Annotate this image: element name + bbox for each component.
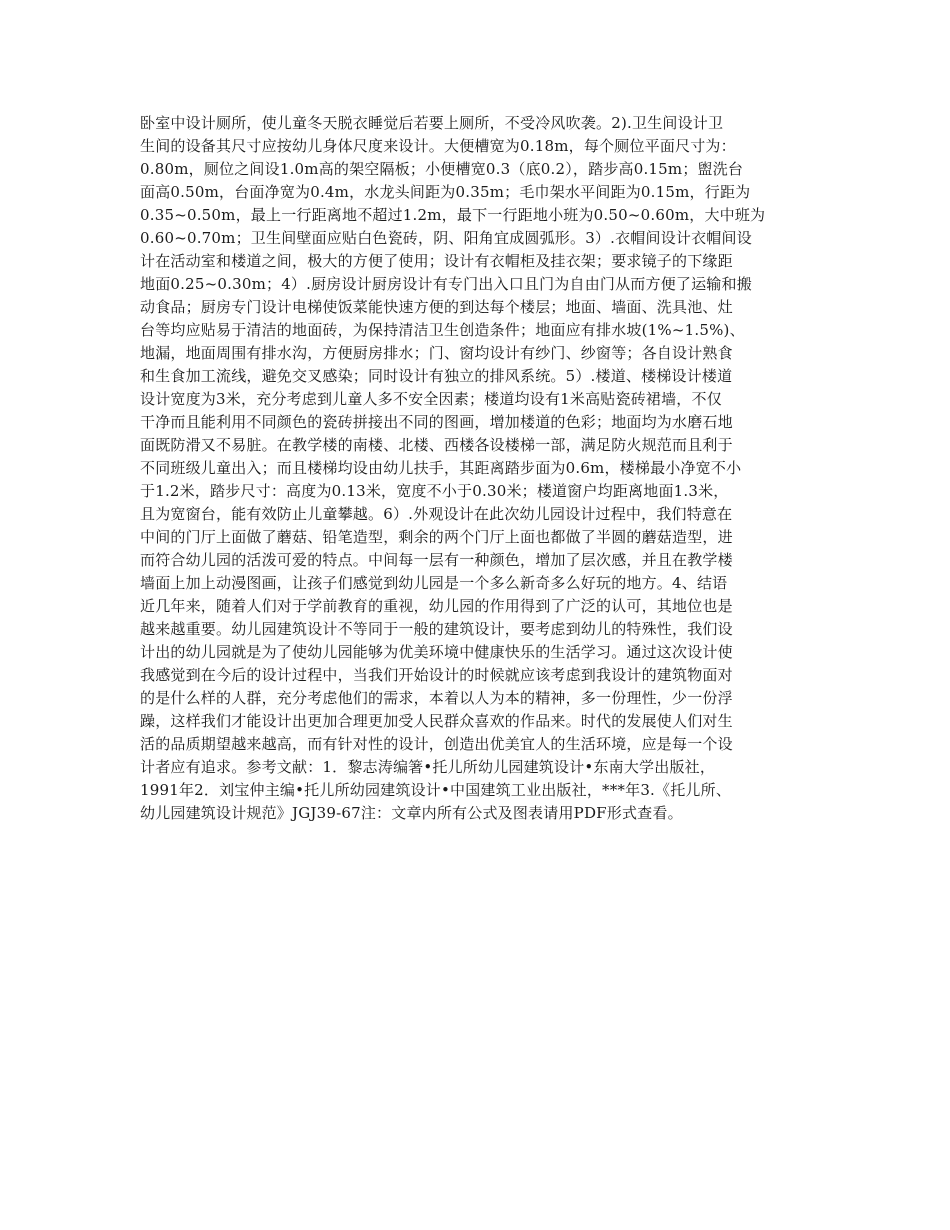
text-line: 幼儿园建筑设计规范》JGJ39-67注：文章内所有公式及图表请用PDF形式查看。 [140,804,683,822]
text-line: 卧室中设计厕所，使儿童冬天脱衣睡觉后若要上厕所，不受冷风吹袭。2).卫生间设计卫 [140,114,724,132]
text-line: 中间的门厅上面做了蘑菇、铅笔造型，剩余的两个门厅上面也都做了半圆的蘑菇造型，进 [140,528,733,546]
text-line: 近几年来，随着人们对于学前教育的重视，幼儿园的作用得到了广泛的认可，其地位也是 [140,597,733,615]
text-line: 面既防滑又不易脏。在教学楼的南楼、北楼、西楼各设楼梯一部，满足防火规范而且利于 [140,436,733,454]
text-line: 地漏，地面周围有排水沟，方便厨房排水；门、窗均设计有纱门、纱窗等；各自设计熟食 [140,344,733,362]
text-line: 设计宽度为3米，充分考虑到儿童人多不安全因素；楼道均设有1米高贴瓷砖裙墙，不仅 [140,390,722,408]
text-line: 我感觉到在今后的设计过程中，当我们开始设计的时候就应该考虑到我设计的建筑物面对 [140,666,733,684]
text-line: 不同班级儿童出入；而且楼梯均设由幼儿扶手，其距离踏步面为0.6m，楼梯最小净宽不小 [140,459,742,477]
text-line: 越来越重要。幼儿园建筑设计不等同于一般的建筑设计，要考虑到幼儿的特殊性，我们设 [140,620,733,638]
text-line: 1991年2．刘宝仲主编•托儿所幼园建筑设计•中国建筑工业出版社，***年3.《托儿所、 [140,781,732,799]
text-line: 而符合幼儿园的活泼可爱的特点。中间每一层有一种颜色，增加了层次感，并且在教学楼 [140,551,733,569]
text-line: 计者应有追求。参考文献：1．黎志涛编箸•托儿所幼儿园建筑设计•东南大学出版社， [140,758,716,776]
text-line: 和生食加工流线，避免交叉感染；同时设计有独立的排风系统。5）.楼道、楼梯设计楼道 [140,367,733,385]
text-line: 生间的设备其尺寸应按幼儿身体尺度来设计。大便槽宽为0.18m，每个厕位平面尺寸为： [140,137,736,155]
text-line: 0.35~0.50m，最上一行距离地不超过1.2m，最下一行距地小班为0.50~0.60m，大中班为 [140,206,766,224]
text-line: 0.60~0.70m；卫生间壁面应贴白色瓷砖，阴、阳角宜成圆弧形。3）.衣帽间设计衣帽间设 [140,229,752,247]
text-line: 计出的幼儿园就是为了使幼儿园能够为优美环境中健康快乐的生活学习。通过这次设计使 [140,643,733,661]
text-line: 干净而且能利用不同颜色的瓷砖拼接出不同的图画，增加楼道的色彩；地面均为水磨石地 [140,413,733,431]
text-line: 动食品；厨房专门设计电梯使饭菜能快速方便的到达每个楼层；地面、墙面、洗具池、灶 [140,298,733,316]
text-line: 于1.2米，踏步尺寸：高度为0.13米，宽度不小于0.30米；楼道窗户均距离地面1.3米， [140,482,729,500]
text-line: 台等均应贴易于清洁的地面砖，为保持清洁卫生创造条件；地面应有排水坡(1%~1.5%)、 [140,321,745,339]
text-line: 的是什么样的人群，充分考虑他们的需求，本着以人为本的精神，多一份理性，少一份浮 [140,689,733,707]
text-line: 躁，这样我们才能设计出更加合理更加受人民群众喜欢的作品来。时代的发展使人们对生 [140,712,733,730]
text-line: 计在活动室和楼道之间，极大的方便了使用；设计有衣帽柜及挂衣架；要求镜子的下缘距 [140,252,733,270]
text-line: 墙面上加上动漫图画，让孩子们感觉到幼儿园是一个多么新奇多么好玩的地方。4、结语 [140,574,728,592]
text-line: 面高0.50m，台面净宽为0.4m，水龙头间距为0.35m；毛巾架水平间距为0.15m，行距为 [140,183,751,201]
body-text [140,112,812,825]
text-line: 且为宽窗台，能有效防止儿童攀越。6）.外观设计在此次幼儿园设计过程中，我们特意在 [140,505,733,523]
text-line: 地面0.25~0.30m；4）.厨房设计厨房设计有专门出入口且门为自由门从而方便了运输和搬 [140,275,752,293]
text-line: 0.80m，厕位之间设1.0m高的架空隔板；小便槽宽0.3（底0.2），踏步高0.15m；盥洗台 [140,160,744,178]
text-line: 活的品质期望越来越高，而有针对性的设计，创造出优美宜人的生活环境，应是每一个设 [140,735,733,753]
